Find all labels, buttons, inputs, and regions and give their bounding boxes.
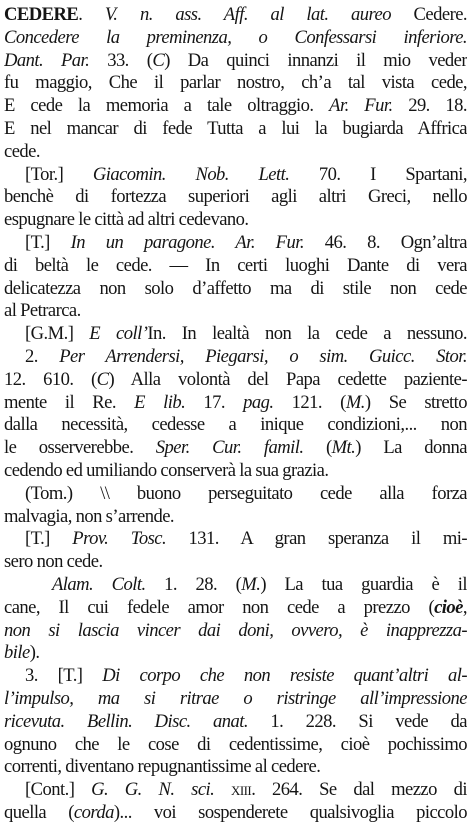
text-line: [4, 232, 467, 255]
text-line: [4, 4, 467, 27]
text-segment: 33. (: [89, 49, 153, 71]
text-segment: 29. 18.: [392, 95, 467, 117]
text-segment: fu maggio, Che il parlar nostro, ch’a tal vista cede,: [4, 72, 467, 94]
text-segment: mente il Re.: [4, 391, 135, 413]
text-line: [4, 414, 467, 437]
text-line: [4, 756, 467, 779]
text-line: [4, 118, 467, 141]
text-segment: ) Se stretto: [364, 391, 467, 413]
text-segment: 46. 8. Ogn’altra: [303, 231, 467, 253]
text-segment: ognuno che le cose di cedentissime, cioè pochissimo: [4, 733, 467, 755]
text-segment: .: [78, 4, 105, 25]
text-segment: delicatezza non solo d’affetto ma di stile non cede: [4, 277, 467, 299]
text-segment: M.: [345, 391, 365, 413]
text-segment: quella (: [4, 801, 74, 823]
text-line: [4, 209, 467, 232]
text-segment: (: [303, 437, 332, 459]
text-line: [4, 164, 467, 187]
text-segment: E lib.: [134, 391, 186, 413]
text-segment: Dant. Par.: [4, 49, 90, 71]
text-line: [4, 278, 467, 301]
text-segment: bile: [4, 642, 30, 664]
text-segment: E cede la memoria a tale oltraggio.: [4, 95, 330, 117]
text-line: [4, 734, 467, 757]
text-segment: ricevuta. Bellin. Disc. anat.: [4, 710, 248, 732]
text-segment: )... voi sospenderete qualsivoglia piccolo: [113, 801, 467, 823]
text-segment: [Cont.]: [25, 779, 92, 801]
text-segment: pag.: [243, 391, 274, 413]
text-segment: [Tor.]: [25, 163, 93, 185]
text-segment: ) La donna: [355, 437, 467, 459]
text-segment: corda: [73, 801, 114, 823]
text-segment: cane, Il cui fedele amor non cede a prezzo (: [4, 596, 435, 618]
text-line: [4, 506, 467, 529]
text-segment: 1. 228. Si vede da: [248, 710, 467, 732]
text-line: [4, 528, 467, 551]
text-segment: 121. (: [273, 391, 346, 413]
text-segment: G. G. N. sci.: [91, 779, 215, 801]
text-segment: correnti, diventano repugnantissime al cedere.: [4, 756, 321, 778]
text-line: [4, 369, 467, 392]
text-line: [4, 597, 467, 620]
text-line: [4, 141, 467, 164]
text-segment: 17.: [185, 391, 244, 413]
text-segment: 131. A gran speranza il mi-: [166, 528, 467, 550]
text-line: [4, 392, 467, 415]
text-segment: M.: [241, 573, 261, 595]
text-line: [4, 300, 467, 323]
text-segment: E coll’: [89, 323, 148, 345]
text-segment: ) Alla volontà del Papa cedette paziente-: [108, 368, 467, 390]
text-segment: V. n. ass. Aff. al lat. aureo: [104, 4, 391, 25]
text-segment: sero non cede.: [4, 551, 103, 573]
text-segment: Ar. Fur.: [329, 95, 393, 117]
text-line: [4, 802, 467, 825]
text-line: [4, 642, 467, 665]
text-segment: C: [152, 49, 165, 71]
text-segment: 3. [T.]: [25, 665, 103, 687]
text-segment: ).: [29, 642, 40, 664]
text-segment: In. In lealtà non la cede a nessuno.: [147, 323, 467, 345]
text-segment: Per Arrendersi, Piegarsi, o sim. Guicc. Stor.: [59, 345, 467, 367]
text-segment: Sper. Cur. famil.: [155, 437, 304, 459]
text-line: [4, 779, 467, 802]
text-line: [4, 688, 467, 711]
text-segment: E nel mancar di fede Tutta a lui la bugiarda Affrica: [4, 117, 467, 139]
text-segment: xiii: [231, 779, 252, 801]
text-segment: CEDERE: [4, 4, 79, 25]
text-segment: dalla necessità, cedesse a inique condizioni,... non: [4, 414, 467, 436]
text-segment: 2.: [25, 345, 60, 367]
text-line: [4, 620, 467, 643]
text-line: [4, 323, 467, 346]
text-segment: le osserverebbe.: [4, 437, 156, 459]
text-segment: Concedere la preminenza, o Confessarsi inferiore.: [4, 26, 467, 48]
text-segment: 12. 610. (: [4, 368, 97, 390]
text-line: [4, 72, 467, 95]
text-line: [4, 483, 467, 506]
text-line: [4, 665, 467, 688]
text-segment: Cedere.: [391, 4, 467, 25]
text-segment: al Petrarca.: [4, 300, 81, 322]
text-segment: espugnare le città ad altri cedevano.: [4, 209, 249, 231]
text-segment: [214, 779, 231, 800]
text-line: [4, 50, 467, 73]
text-segment: ,: [462, 596, 467, 618]
text-segment: In un paragone. Ar. Fur.: [70, 231, 304, 253]
text-segment: Alam. Colt.: [52, 573, 146, 595]
text-segment: cioè: [434, 596, 463, 618]
text-line: [4, 574, 467, 597]
text-segment: Di corpo che non resiste quant’altri al-: [102, 665, 467, 687]
text-segment: [G.M.]: [25, 323, 90, 345]
text-line: [4, 437, 467, 460]
text-segment: cedendo ed umiliando conserverà la sua grazia.: [4, 459, 329, 481]
text-line: [4, 255, 467, 278]
text-line: [4, 346, 467, 369]
text-segment: C: [96, 368, 109, 390]
text-segment: l’impulso, ma si ritrae o ristringe all’impressione: [4, 687, 467, 709]
text-segment: di beltà le cede. — In certi luoghi Dante di vera: [4, 254, 467, 276]
text-segment: ) Da quinci innanzi il mio veder: [164, 49, 467, 71]
text-segment: cede.: [4, 140, 40, 162]
text-segment: [T.]: [25, 528, 73, 550]
text-segment: Giacomin. Nob. Lett.: [92, 163, 290, 185]
text-line: [4, 551, 467, 574]
text-segment: Prov. Tosc.: [72, 528, 167, 550]
text-segment: (Tom.) \\ buono perseguitato cede alla forza: [25, 482, 467, 504]
text-segment: 1. 28. (: [145, 573, 242, 595]
text-line: [4, 27, 467, 50]
text-line: [4, 711, 467, 734]
text-segment: ) La tua guardia è il: [260, 573, 467, 595]
text-segment: benchè di fortezza superiori agli altri Greci, nello: [4, 186, 467, 208]
text-segment: non si lascia vincer dai doni, ovvero, è inapprezza-: [4, 619, 467, 641]
text-segment: . 264. Se dal mezzo di: [251, 779, 467, 801]
text-line: [4, 95, 467, 118]
text-line: [4, 460, 467, 483]
text-segment: [T.]: [25, 231, 71, 253]
text-segment: Mt.: [331, 437, 356, 459]
text-segment: 70. I Spartani,: [289, 163, 467, 185]
text-segment: malvagia, non s’arrende.: [4, 505, 174, 527]
text-line: [4, 186, 467, 209]
